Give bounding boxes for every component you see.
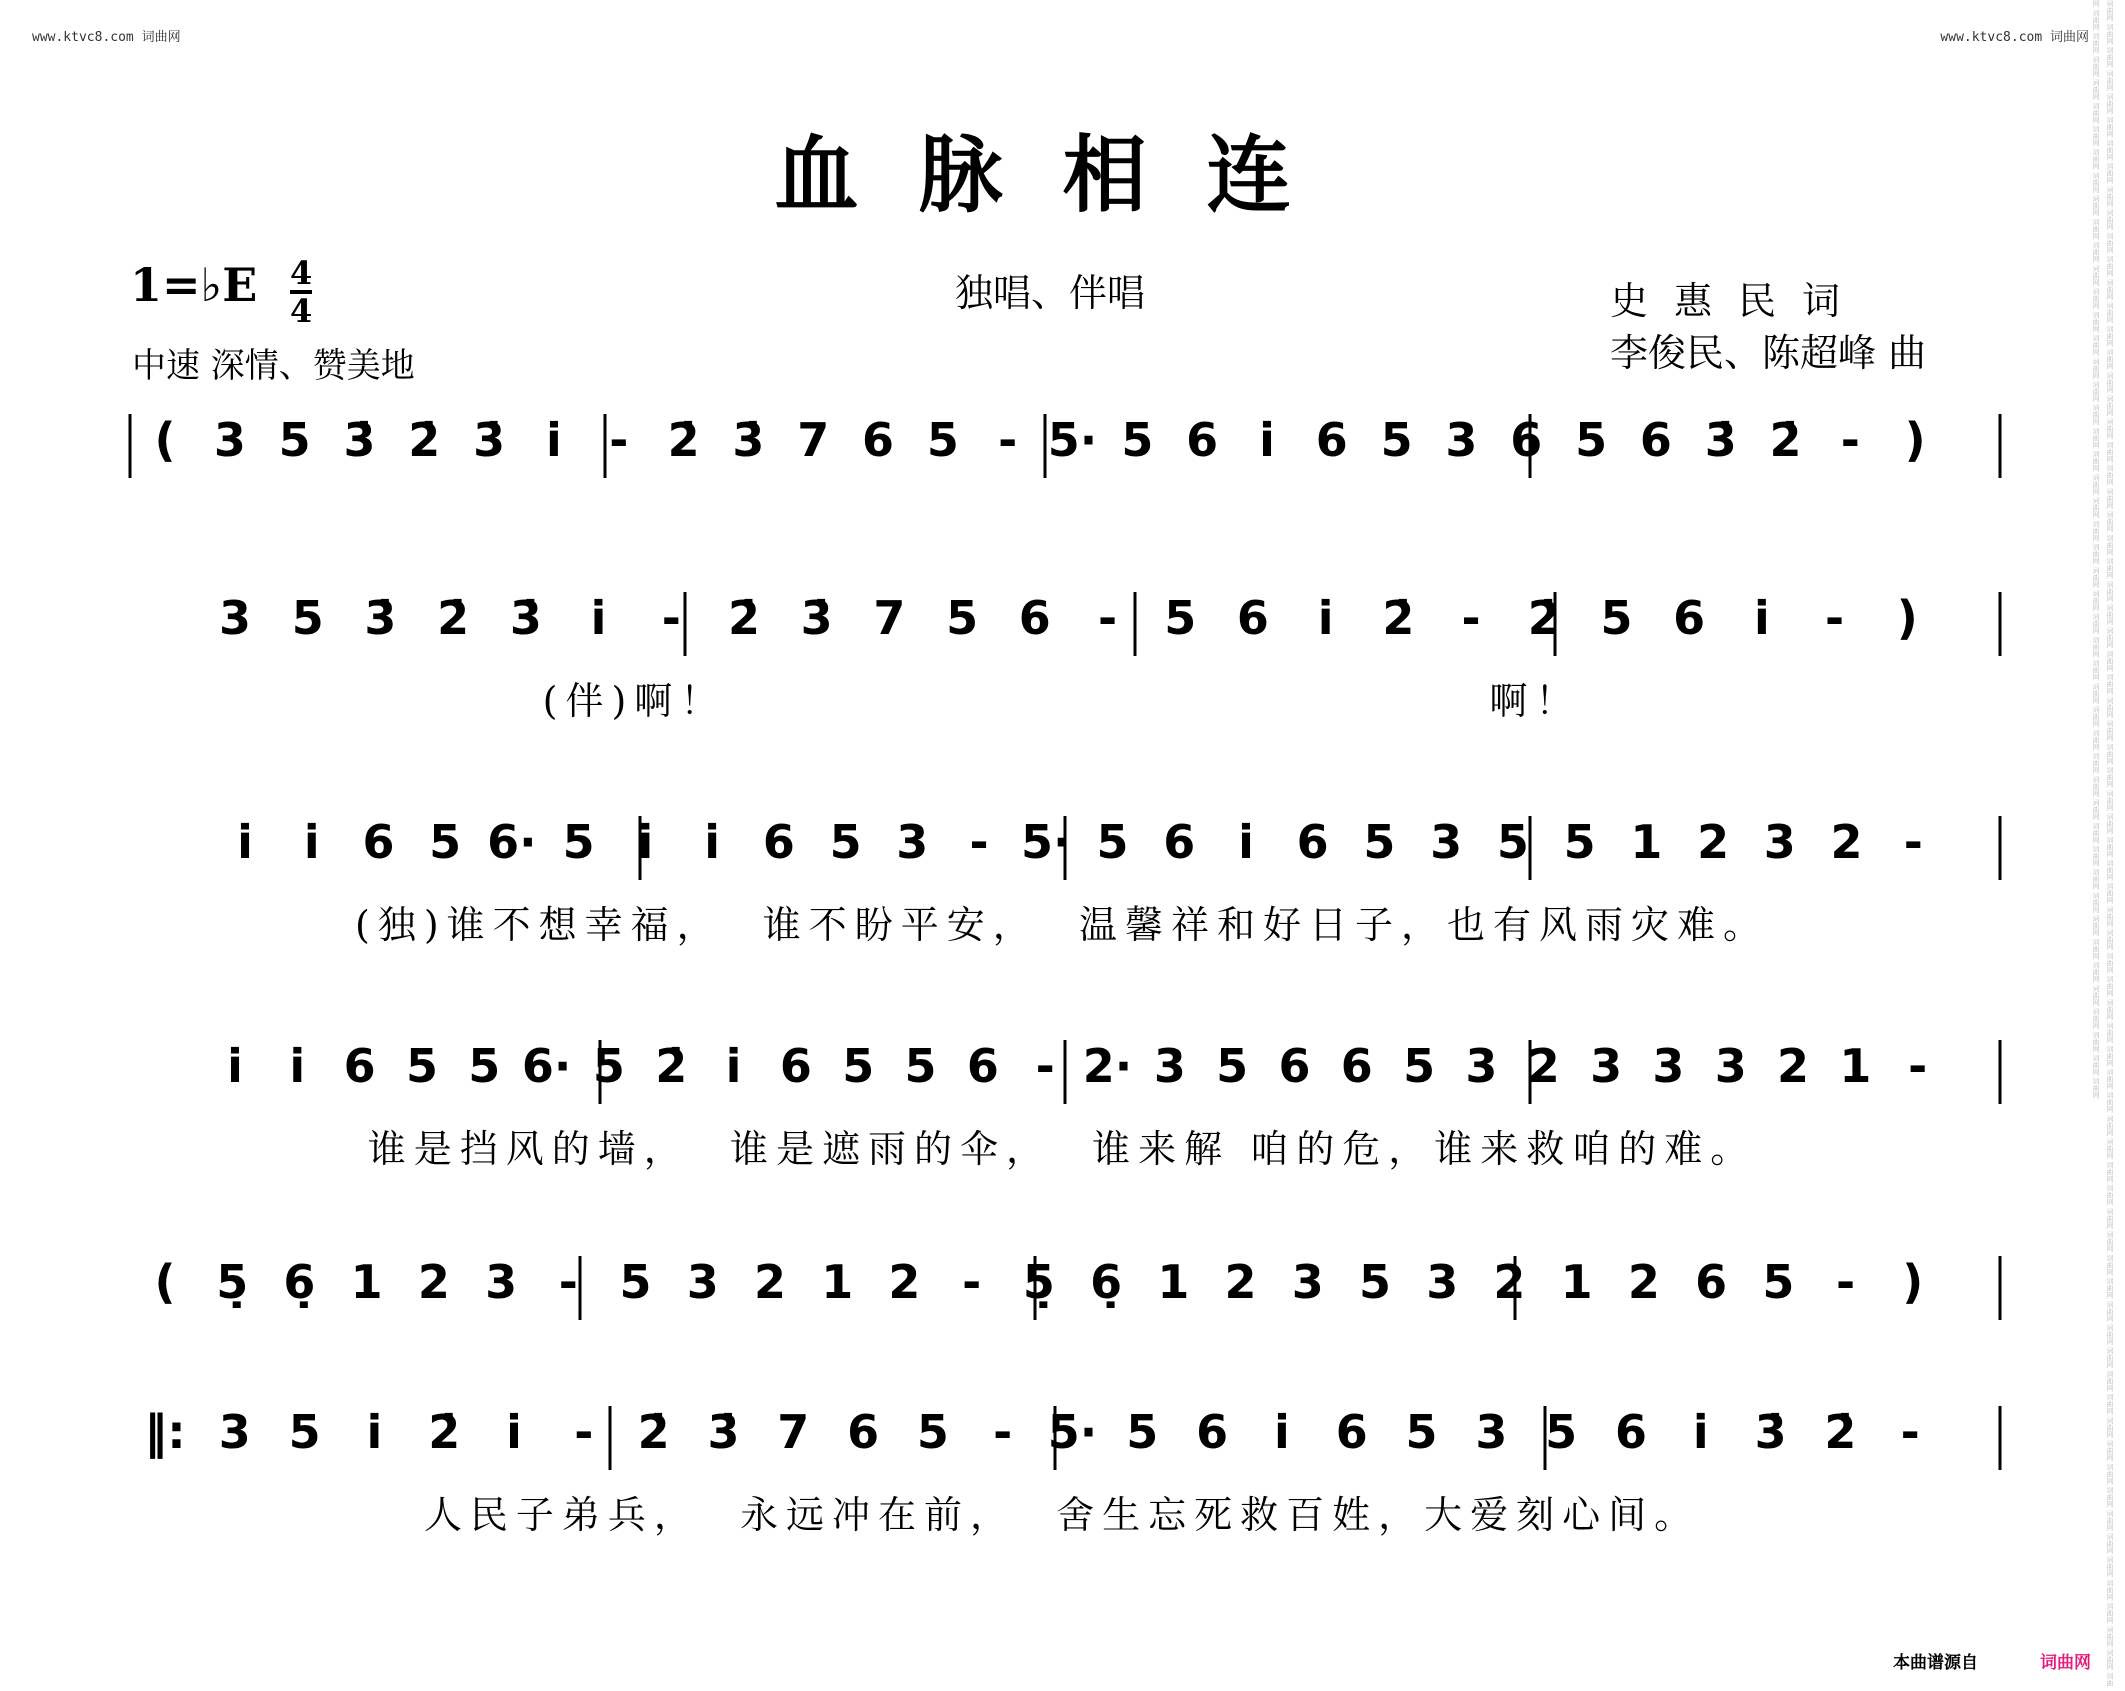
lyricist-credit: 史惠民词 bbox=[1610, 279, 1867, 323]
note-token: 6 bbox=[1018, 591, 1051, 645]
note-token: 5 bbox=[468, 1039, 501, 1093]
note-token: - bbox=[1900, 1405, 1920, 1459]
note-token: 2· bbox=[1082, 1039, 1133, 1093]
note-token: 6 bbox=[1673, 591, 1706, 645]
note-token: 5 bbox=[926, 413, 959, 467]
note-token: 5 bbox=[405, 1039, 438, 1093]
note-token: 3̇ bbox=[509, 591, 542, 645]
note-token: 7 bbox=[797, 413, 830, 467]
note-token: 2̇ bbox=[428, 1405, 461, 1459]
note-token: 5 bbox=[842, 1039, 875, 1093]
note-token: 1 bbox=[821, 1255, 854, 1309]
note-token: i̇ bbox=[237, 815, 253, 869]
note-token: 3 bbox=[1475, 1405, 1508, 1459]
note-token: 5 bbox=[1121, 413, 1154, 467]
lyric-line: (伴)啊！ 啊！ bbox=[542, 679, 1582, 723]
watermark-left: www.ktvc8.com 词曲网 bbox=[32, 30, 181, 45]
note-token: 2̇ bbox=[437, 591, 470, 645]
tempo-marking: 中速 深情、赞美地 bbox=[132, 346, 415, 386]
note-token: 5 bbox=[1545, 1405, 1578, 1459]
note-token: - bbox=[574, 1405, 594, 1459]
note-token: 3̇ bbox=[707, 1405, 740, 1459]
performance-type: 独唱、伴唱 bbox=[955, 271, 1146, 315]
note-token: - bbox=[1461, 591, 1481, 645]
note-token: 7 bbox=[777, 1405, 810, 1459]
note-token: 2̇ bbox=[655, 1039, 688, 1093]
note-token: 6 bbox=[847, 1405, 880, 1459]
note-token: - bbox=[609, 413, 629, 467]
note-token: 3 bbox=[218, 591, 252, 645]
note-token: ( bbox=[154, 1255, 176, 1309]
note-token: 2 bbox=[1627, 1255, 1660, 1309]
note-token: 6 bbox=[1163, 815, 1196, 869]
note-token: 3 bbox=[1590, 1039, 1623, 1093]
note-token: - bbox=[962, 1255, 982, 1309]
note-token: 5 bbox=[1363, 815, 1396, 869]
note-token: ( bbox=[154, 413, 176, 467]
note-token: 2̇ bbox=[727, 591, 760, 645]
note-token: 5· bbox=[1021, 815, 1071, 869]
note-token: 5 bbox=[1126, 1405, 1159, 1459]
note-token: 2̇ bbox=[1824, 1405, 1857, 1459]
note-token: - bbox=[1035, 1039, 1055, 1093]
note-token: ) bbox=[1896, 591, 1918, 645]
note-token: 5 bbox=[1096, 815, 1129, 869]
note-token: 5· bbox=[1047, 413, 1098, 467]
note-token: 6̣ bbox=[283, 1255, 316, 1309]
footer-source: 本曲谱源自 bbox=[1893, 1653, 1978, 1673]
note-token: 2̇ bbox=[408, 413, 441, 467]
note-token: - bbox=[1825, 591, 1845, 645]
note-token: 5 bbox=[1403, 1039, 1436, 1093]
note-token: 5 bbox=[1575, 413, 1608, 467]
watermark-right: www.ktvc8.com 词曲网 bbox=[1940, 30, 2089, 45]
note-token: 6 bbox=[1614, 1405, 1647, 1459]
note-token: 6 bbox=[762, 815, 795, 869]
lyric-line: 人民子弟兵， 永远冲在前， 舍生忘死救百姓，大爱刻心间。 bbox=[423, 1493, 1701, 1537]
note-token: 1 bbox=[350, 1255, 383, 1309]
note-token: 6 bbox=[1335, 1405, 1368, 1459]
note-token: 3 bbox=[1426, 1255, 1459, 1309]
note-token: ‖: bbox=[144, 1405, 186, 1459]
note-token: 3̇ bbox=[1704, 413, 1737, 467]
note-token: 2 bbox=[1527, 1039, 1560, 1093]
note-token: 5̣ bbox=[1022, 1255, 1055, 1309]
note-token: 3 bbox=[1153, 1039, 1186, 1093]
note-token: 6 bbox=[779, 1039, 812, 1093]
note-token: i̇ bbox=[704, 815, 721, 869]
note-token: 6· bbox=[521, 1039, 572, 1093]
note-token: i̇ bbox=[546, 413, 562, 467]
note-token: 5 bbox=[1762, 1255, 1795, 1309]
note-token: 3̇ bbox=[1754, 1405, 1787, 1459]
note-token: 6 bbox=[362, 815, 395, 869]
note-token: 5 bbox=[946, 591, 979, 645]
note-token: 2̇ bbox=[1769, 413, 1802, 467]
note-token: i̇ bbox=[1238, 815, 1254, 869]
note-token: 3̇ bbox=[364, 591, 397, 645]
note-token: i̇ bbox=[303, 815, 320, 869]
note-token: ) bbox=[1902, 1255, 1924, 1309]
note-token: 2̇ bbox=[667, 413, 700, 467]
note-token: - bbox=[1097, 591, 1118, 645]
note-token: 7 bbox=[873, 591, 906, 645]
note-token: 3 bbox=[213, 413, 246, 467]
note-token: 6 bbox=[1315, 413, 1348, 467]
note-token: i̇ bbox=[1274, 1405, 1290, 1459]
note-token: 2 bbox=[888, 1255, 921, 1309]
note-token: 3 bbox=[1652, 1039, 1685, 1093]
note-token: 5 bbox=[429, 815, 462, 869]
note-token: 6 bbox=[1340, 1039, 1373, 1093]
lyric-line: (独)谁不想幸福， 谁不盼平安， 温馨祥和好日子，也有风雨灾难。 bbox=[355, 903, 1769, 947]
note-token: - bbox=[1903, 815, 1923, 869]
note-token: 6 bbox=[343, 1039, 376, 1093]
note-token: 3 bbox=[1714, 1039, 1747, 1093]
footer-site: 词曲网 bbox=[2040, 1653, 2091, 1673]
note-token: i̇ bbox=[590, 591, 607, 645]
note-token: 2̇ bbox=[1382, 591, 1415, 645]
note-token: - bbox=[558, 1255, 578, 1309]
note-token: i̇ bbox=[1259, 413, 1275, 467]
note-token: 3 bbox=[896, 815, 929, 869]
note-token: 6 bbox=[1639, 413, 1672, 467]
note-token: i̇ bbox=[506, 1405, 522, 1459]
note-token: - bbox=[1836, 1255, 1856, 1309]
song-title: 血脉相连 bbox=[774, 125, 1351, 224]
note-token: 2 bbox=[1830, 815, 1863, 869]
time-top: 4 bbox=[290, 254, 313, 292]
note-token: 6 bbox=[1510, 413, 1543, 467]
note-token: - bbox=[998, 413, 1018, 467]
note-token: 2 bbox=[417, 1255, 450, 1309]
note-token: 2 bbox=[1224, 1255, 1257, 1309]
lyric-line: 谁是挡风的墙， 谁是遮雨的伞， 谁来解 咱的危，谁来救咱的难。 bbox=[367, 1127, 1757, 1171]
note-token: i̇ bbox=[725, 1039, 742, 1093]
note-token: 1 bbox=[1560, 1255, 1593, 1309]
note-token: - bbox=[969, 815, 989, 869]
note-token: 5 bbox=[1563, 815, 1596, 869]
note-token: 5· bbox=[1047, 1405, 1098, 1459]
key-signature: 1=♭E bbox=[130, 258, 258, 312]
note-token: 5 bbox=[1496, 815, 1529, 869]
side-watermark-strip: 词曲网 词曲网 词曲网 词曲网 词曲网 词曲网 词曲网 词曲网 词曲网 词曲网 词曲网 词曲网 词曲网 词曲网 词曲网 词曲网 词曲网 词曲网 词曲网 词曲网 词曲网 词曲网 词曲网 词曲网 词曲网 词曲网 词曲网 词曲网 词曲网 词曲网 词曲网 词曲网 词曲网 词曲网 词曲网 词曲网 词曲网 词曲网 词曲网 词曲网 词曲网 词曲网 词曲网 词曲网 词曲网 词曲网 词曲网 词曲网 词曲网 词曲网 词曲网 词曲网 词曲网 词曲网 词曲网 词曲网 词曲网 词曲网 词曲网 词曲网 词曲网 词曲网 词曲网 词曲网 词曲网 词曲网 词曲网 词曲网 词曲网 词曲网 词曲网 词曲网 词曲网 词曲网 词曲网 词曲网 词曲网 词曲网 词曲网 词曲网 词曲网 词曲网 词曲网 词曲网 词曲网 词曲网 词曲网 词曲网 词曲网 词曲网 词曲网 词曲网 词曲网 词曲网 词曲网 词曲网 词曲网 词曲网 词曲网 词曲网 词曲网 词曲网 词曲网 词曲网 词曲网 词曲网 词曲网 词曲网 词曲网 词曲网 词曲网 词曲网 词曲网 词曲网 词曲网 词曲网 词曲网 词曲网 词曲网 词曲网 bbox=[2092, 0, 2114, 1687]
note-token: 3̇ bbox=[732, 413, 765, 467]
note-token: 3̇ bbox=[343, 413, 376, 467]
note-token: 6 bbox=[1695, 1255, 1728, 1309]
note-token: 3̇ bbox=[800, 591, 833, 645]
note-token: i̇ bbox=[1753, 591, 1770, 645]
note-token: 3 bbox=[218, 1405, 251, 1459]
note-token: i̇ bbox=[637, 815, 654, 869]
note-token: 5 bbox=[916, 1405, 949, 1459]
note-token: 5̣ bbox=[216, 1255, 249, 1309]
note-token: 6 bbox=[1196, 1405, 1229, 1459]
note-token: 6 bbox=[1278, 1039, 1311, 1093]
note-token: 5 bbox=[562, 815, 595, 869]
note-token: 3 bbox=[1465, 1039, 1498, 1093]
note-token: - bbox=[1908, 1039, 1928, 1093]
note-token: 3 bbox=[686, 1255, 719, 1309]
note-token: i̇ bbox=[1692, 1405, 1709, 1459]
note-token: 3 bbox=[485, 1255, 518, 1309]
note-token: - bbox=[1840, 413, 1860, 467]
note-token: 5 bbox=[1164, 591, 1197, 645]
note-token: 6 bbox=[1186, 413, 1219, 467]
note-token: 5 bbox=[291, 591, 324, 645]
note-token: 3̇ bbox=[473, 413, 506, 467]
note-token: 3 bbox=[1445, 413, 1478, 467]
note-token: 5 bbox=[829, 815, 862, 869]
note-token: 6 bbox=[862, 413, 895, 467]
note-token: 5 bbox=[1600, 591, 1633, 645]
composer-credit: 李俊民、陈超峰 曲 bbox=[1610, 331, 1927, 375]
note-token: 3 bbox=[1430, 815, 1463, 869]
note-token: 2̇ bbox=[637, 1405, 670, 1459]
note-token: 3 bbox=[1291, 1255, 1324, 1309]
note-token: 6 bbox=[1296, 815, 1329, 869]
note-token: 5 bbox=[619, 1255, 652, 1309]
note-token: 5 bbox=[592, 1039, 625, 1093]
note-token: 1 bbox=[1157, 1255, 1190, 1309]
note-token: 5 bbox=[904, 1039, 937, 1093]
note-token: - bbox=[661, 591, 681, 645]
note-token: 5 bbox=[278, 413, 311, 467]
note-token: 1 bbox=[1630, 815, 1663, 869]
note-token: i̇ bbox=[366, 1405, 383, 1459]
note-token: i̇ bbox=[1317, 591, 1334, 645]
note-token: i̇ bbox=[227, 1039, 243, 1093]
note-token: 6 bbox=[1236, 591, 1269, 645]
note-token: 2 bbox=[753, 1255, 787, 1309]
note-token: ) bbox=[1904, 413, 1926, 467]
note-token: 1 bbox=[1839, 1039, 1872, 1093]
note-token: 2 bbox=[1777, 1039, 1810, 1093]
note-token: 5 bbox=[288, 1405, 321, 1459]
note-token: 5 bbox=[1358, 1255, 1392, 1309]
note-token: 6̣ bbox=[1090, 1255, 1123, 1309]
note-token: 2̇ bbox=[1527, 591, 1560, 645]
note-token: 5 bbox=[1380, 413, 1413, 467]
note-token: 5 bbox=[1216, 1039, 1249, 1093]
note-token: 2 bbox=[1697, 815, 1730, 869]
note-token: 2 bbox=[1493, 1255, 1526, 1309]
time-bottom: 4 bbox=[290, 292, 313, 330]
note-token: i̇ bbox=[289, 1039, 306, 1093]
note-token: 6· bbox=[487, 815, 537, 869]
note-token: 3 bbox=[1763, 815, 1796, 869]
note-token: - bbox=[993, 1405, 1013, 1459]
note-token: 5 bbox=[1405, 1405, 1438, 1459]
note-token: 6 bbox=[966, 1039, 999, 1093]
